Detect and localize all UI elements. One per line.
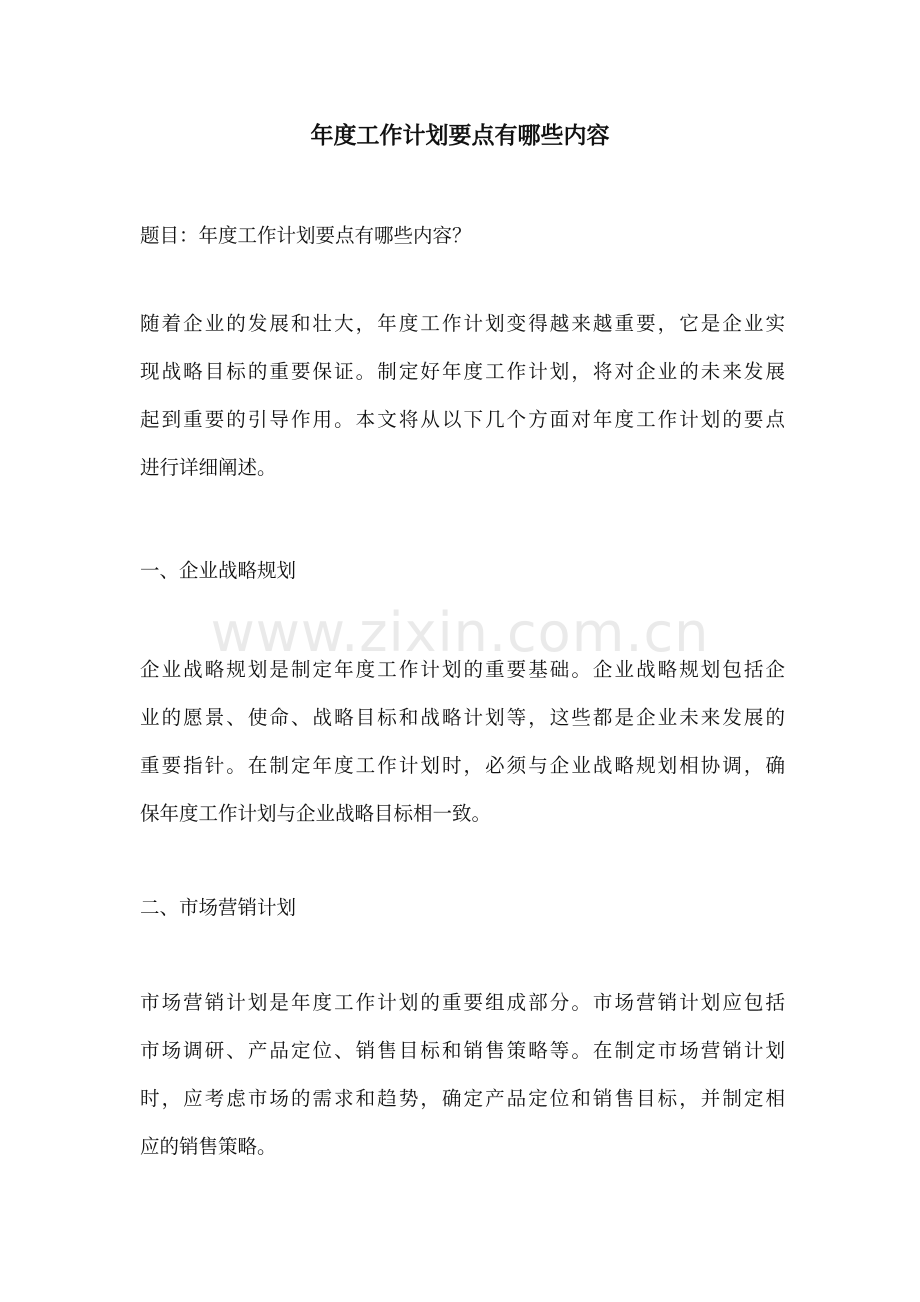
strategy-paragraph xyxy=(140,652,785,844)
paragraph-line: 应的销售策略。 xyxy=(140,1135,277,1158)
paragraph-line: 时，应考虑市场的需求和趋势，确定产品定位和销售目标，并制定相 xyxy=(140,1087,785,1110)
section-heading-strategy: 一、企业战略规划 xyxy=(140,559,297,582)
paragraph-line: 起到重要的引导作用。本文将从以下几个方面对年度工作计划的要点 xyxy=(140,408,785,431)
subject-line: 题目：年度工作计划要点有哪些内容？ xyxy=(140,224,472,247)
marketing-paragraph xyxy=(140,985,785,1177)
document-title: 年度工作计划要点有哪些内容 xyxy=(310,122,610,149)
intro-paragraph xyxy=(140,306,785,498)
paragraph-line: 企业战略规划是制定年度工作计划的重要基础。企业战略规划包括企 xyxy=(140,658,785,681)
watermark: www.zixin.com.cn xyxy=(210,601,710,664)
paragraph-line: 市场营销计划是年度工作计划的重要组成部分。市场营销计划应包括 xyxy=(140,991,785,1014)
paragraph-line: 随着企业的发展和壮大，年度工作计划变得越来越重要，它是企业实 xyxy=(140,312,785,335)
paragraph-line: 市场调研、产品定位、销售目标和销售策略等。在制定市场营销计划 xyxy=(140,1039,785,1062)
paragraph-line: 保年度工作计划与企业战略目标相一致。 xyxy=(140,802,492,825)
paragraph-line: 进行详细阐述。 xyxy=(140,456,277,479)
paragraph-line: 现战略目标的重要保证。制定好年度工作计划，将对企业的未来发展 xyxy=(140,360,785,383)
paragraph-line: 业的愿景、使命、战略目标和战略计划等，这些都是企业未来发展的 xyxy=(140,706,785,729)
paragraph-line: 重要指针。在制定年度工作计划时，必须与企业战略规划相协调，确 xyxy=(140,754,785,777)
section-heading-marketing: 二、市场营销计划 xyxy=(140,896,297,919)
